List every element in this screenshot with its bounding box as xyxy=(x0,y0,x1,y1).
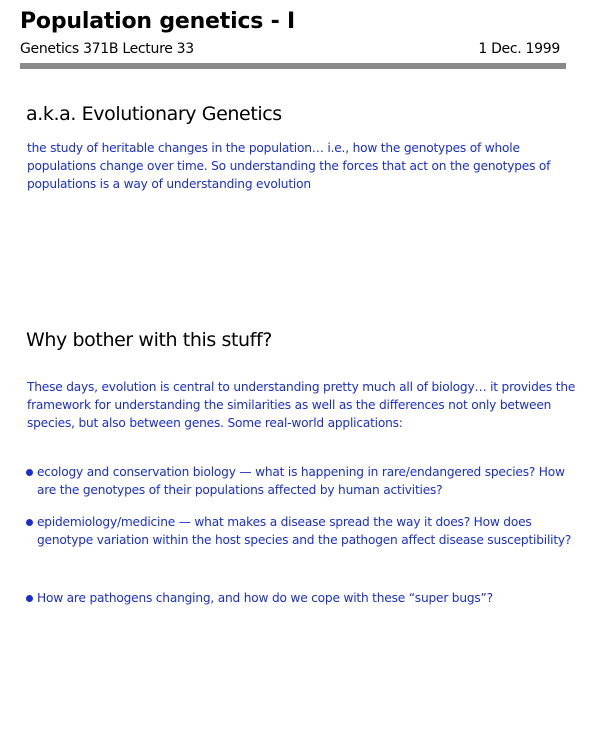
date-label: 1 Dec. 1999 xyxy=(478,41,560,57)
section-heading-evolutionary-genetics: a.k.a. Evolutionary Genetics xyxy=(26,103,282,125)
bullet-text: ecology and conservation biology — what is happening in rare/endangered species? How are the genotypes of their populations affected by human activities? xyxy=(37,465,565,497)
bullet-text: epidemiology/medicine — what makes a disease spread the way it does? How does genotype variation within the host species and the pathogen affect disease susceptibility? xyxy=(37,515,572,547)
bullet-dot-icon xyxy=(26,469,33,476)
intro-paragraph: These days, evolution is central to understanding pretty much all of biology… it provides the framework for understanding the similarities as well as the differences not only between species, but also between genes. Some real-world applications: xyxy=(27,380,576,430)
page-title: Population genetics - I xyxy=(20,9,296,34)
definition-paragraph: the study of heritable changes in the population… i.e., how the genotypes of whole populations change over time. So understanding the forces that act on the genotypes of populations is a way of understanding evolution xyxy=(27,141,551,191)
title-divider xyxy=(20,63,566,69)
bullet-dot-icon xyxy=(26,595,33,602)
subtitle-row xyxy=(20,39,560,59)
bullet-text: How are pathogens changing, and how do we cope with these “super bugs”? xyxy=(37,591,493,605)
course-label: Genetics 371B Lecture 33 xyxy=(20,41,194,57)
bullet-dot-icon xyxy=(26,519,33,526)
section-heading-why-bother: Why bother with this stuff? xyxy=(26,329,272,351)
